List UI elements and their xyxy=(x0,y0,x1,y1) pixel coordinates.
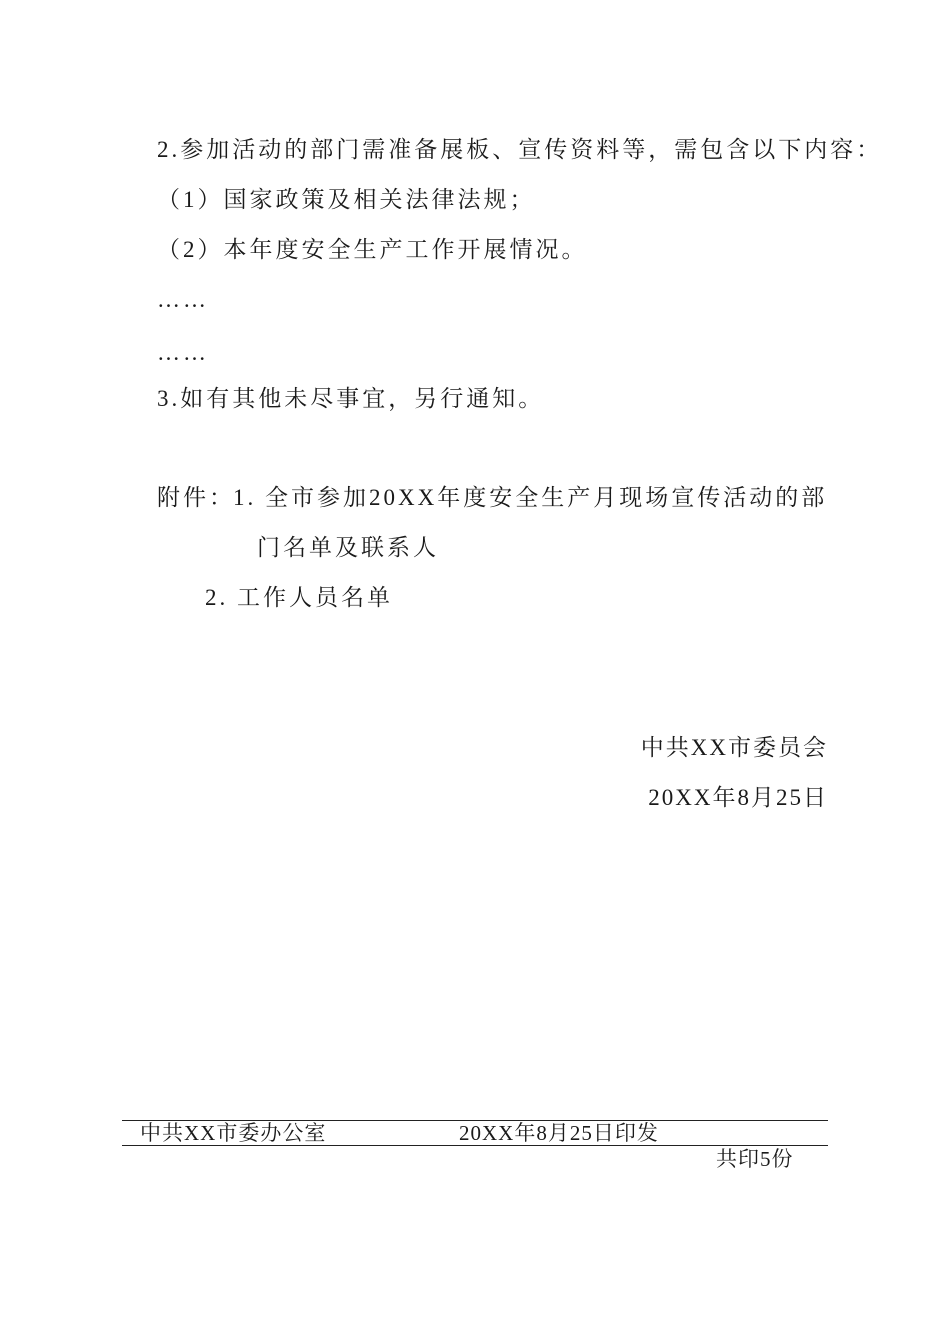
footer-issue-date: 20XX年8月25日印发 xyxy=(459,1121,659,1145)
body-sub-item-1: （1）国家政策及相关法律法规； xyxy=(157,187,536,212)
body-item-2: 2.参加活动的部门需准备展板、宣传资料等，需包含以下内容： xyxy=(157,137,883,162)
footer-issuer: 中共XX市委办公室 xyxy=(140,1121,327,1145)
ellipsis-1: …… xyxy=(157,287,209,312)
attachment-item-1-line-2: 门名单及联系人 xyxy=(257,535,439,560)
body-item-3: 3.如有其他未尽事宜，另行通知。 xyxy=(157,386,545,411)
attachments-label: 附件： xyxy=(157,485,235,510)
signature-date: 20XX年8月25日 xyxy=(648,785,828,810)
footer-copies: 共印5份 xyxy=(716,1147,794,1171)
attachment-item-1-line-1: 1. 全市参加20XX年度安全生产月现场宣传活动的部 xyxy=(233,485,828,510)
body-sub-item-2: （2）本年度安全生产工作开展情况。 xyxy=(157,237,588,262)
attachment-item-2: 2. 工作人员名单 xyxy=(205,585,393,610)
signature-org: 中共XX市委员会 xyxy=(640,735,828,760)
ellipsis-2: …… xyxy=(157,340,209,365)
